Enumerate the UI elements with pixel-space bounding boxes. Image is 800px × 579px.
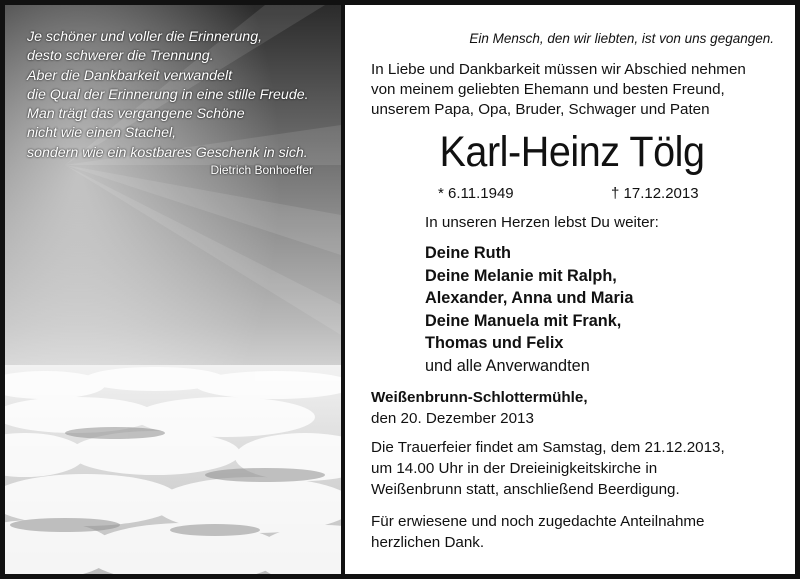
hearts-line: In unseren Herzen lebst Du weiter: [425,214,659,231]
sky-clouds-image [5,5,341,574]
family-member: Alexander, Anna und Maria [425,289,634,308]
family-member: Deine Ruth [425,244,511,262]
date-line: den 20. Dezember 2013 [371,410,534,427]
quote-line: desto schwerer die Trennung. [27,48,214,65]
thanks-line: herzlichen Dank. [371,534,485,551]
family-member: Thomas und Felix [425,334,564,353]
place-date [371,387,588,429]
thanks-line: Für erwiesene und noch zugedachte Anteilnahme [371,513,705,530]
quote-line: sondern wie ein kostbares Geschenk in sich. [27,144,308,161]
funeral-line: Weißenbrunn statt, anschließend Beerdigung. [371,481,680,498]
motto: Ein Mensch, den wir liebten, ist von uns gegangen. [469,31,774,46]
quote-line: die Qual der Erinnerung in eine stille Freude. [27,86,309,103]
panel-divider [341,5,345,574]
family-member: Deine Manuela mit Frank, [425,311,622,330]
birth-date: * 6.11.1949 [438,185,514,202]
quote-line: nicht wie einen Stachel, [27,125,177,142]
bonhoeffer-quote [27,28,327,163]
intro-text [371,60,746,121]
death-date: † 17.12.2013 [611,185,699,202]
funeral-info [371,437,725,500]
intro-line: unserem Papa, Opa, Bruder, Schwager und Paten [371,101,710,119]
family-list [425,242,633,378]
family-member: und alle Anverwandten [425,356,590,375]
family-member: Deine Melanie mit Ralph, [425,266,617,285]
intro-line: von meinem geliebten Ehemann und besten Freund, [371,81,725,99]
deceased-name: Karl-Heinz Tölg [439,128,705,176]
intro-line: In Liebe und Dankbarkeit müssen wir Abschied nehmen [371,61,746,78]
quote-line: Je schöner und voller die Erinnerung, [27,29,263,45]
place: Weißenbrunn-Schlottermühle, [371,389,588,406]
funeral-line: um 14.00 Uhr in der Dreieinigkeitskirche in [371,460,658,477]
quote-author: Dietrich Bonhoeffer [210,163,313,177]
quote-line: Man trägt das vergangene Schöne [27,106,245,123]
thanks-text [371,511,705,553]
funeral-line: Die Trauerfeier findet am Samstag, dem 21.12.2013, [371,439,725,456]
quote-line: Aber die Dankbarkeit verwandelt [27,67,233,84]
